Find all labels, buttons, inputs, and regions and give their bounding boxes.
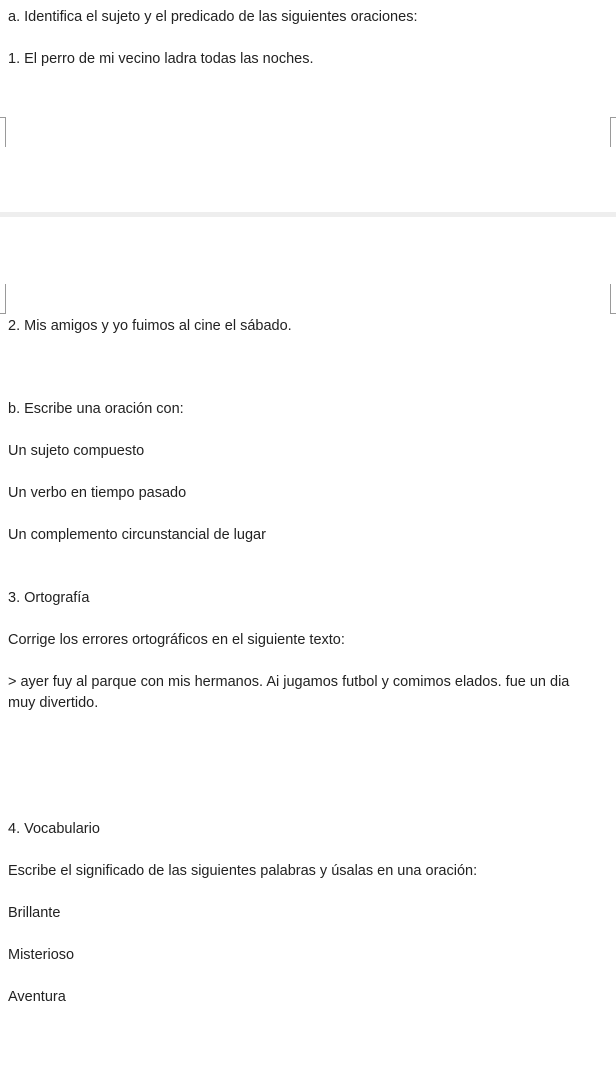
section-3-instruction: Corrige los errores ortográficos en el siguiente texto: [8,632,345,648]
vocabulary-word: Aventura [8,989,66,1005]
vocabulary-word: Brillante [8,905,61,921]
list-item: Un sujeto compuesto [8,443,145,459]
section-3-heading: 3. Ortografía [8,590,90,606]
section-4-instruction: Escribe el significado de las siguientes palabras y úsalas en una oración: [8,863,478,879]
page-crop-corner-top-left [0,117,6,147]
section-3-text: > ayer fuy al parque con mis hermanos. Ai jugamos futbol y comimos elados. fue un dia muy divertido. [8,674,570,711]
sentence-1: 1. El perro de mi vecino ladra todas las noches. [8,51,314,67]
page-break-divider [0,212,616,217]
sentence-2: 2. Mis amigos y yo fuimos al cine el sábado. [8,318,292,334]
list-item: Un complemento circunstancial de lugar [8,527,266,543]
list-item: Un verbo en tiempo pasado [8,485,187,501]
vocabulary-word: Misterioso [8,947,75,963]
page-crop-corner-top-right [610,117,616,147]
page-crop-corner-bottom-left [0,284,6,314]
page-crop-corner-bottom-right [610,284,616,314]
section-4-heading: 4. Vocabulario [8,821,100,837]
section-b-heading: b. Escribe una oración con: [8,401,184,417]
section-a-heading: a. Identifica el sujeto y el predicado de las siguientes oraciones: [8,9,418,25]
